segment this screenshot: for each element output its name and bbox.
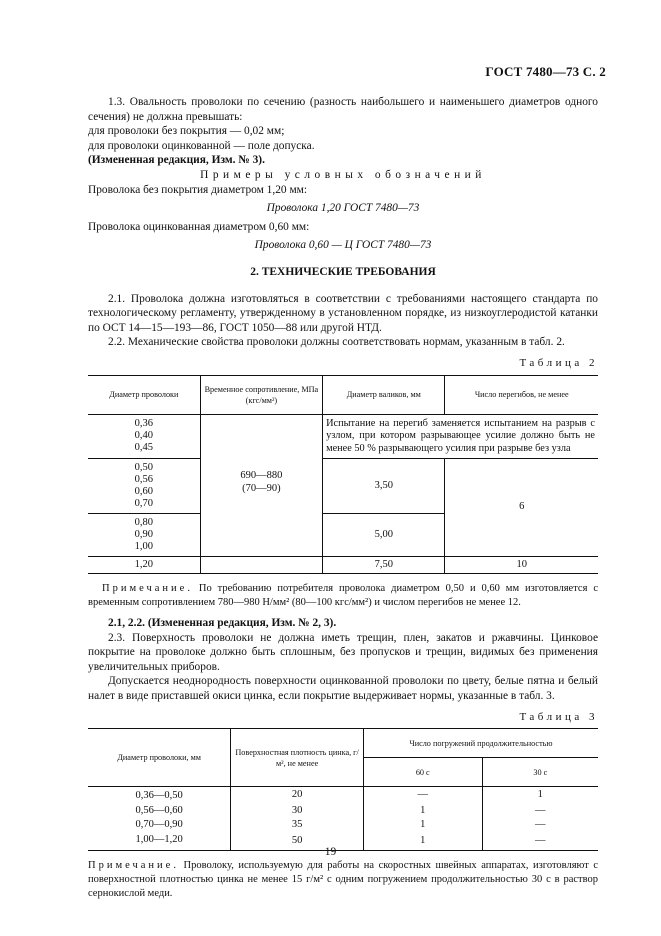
t2-last-strength <box>200 557 322 574</box>
t3-cell: — <box>535 819 546 831</box>
t2-header-roller: Диаметр валиков, мм <box>323 375 445 414</box>
t3-cell: 1,00—1,20 <box>88 833 231 850</box>
example-2-text: Проволока оцинкованная диаметром 0,60 мм: <box>88 220 310 233</box>
table-2-caption: Таблица 2 <box>519 356 598 369</box>
t2-cell: 0,80 <box>134 517 154 528</box>
edit-note-1-3: (Измененная редакция, Изм. № 3). <box>88 154 265 167</box>
t3-header-dips: Число погружений продолжительностью <box>363 729 598 758</box>
note-3-label: Примечание. <box>88 859 179 871</box>
edit-note-2: 2.1, 2.2. (Измененная редакция, Изм. № 2, 3). <box>108 617 337 629</box>
t2-last-roller: 7,50 <box>323 557 445 574</box>
paragraph-2-3-b: Допускается неоднородность поверхности оцинкованной проволоки по цвету, белые пятна и белый налет в виде приставшей окиси цинка, если покрытие выдерживает нормы, указанные в табл. 3. <box>88 675 598 702</box>
paragraph-1-3: 1.3. Овальность проволоки по сечению (разность наибольшего и наименьшего диаметров одного сечения) не должна превышать: <box>88 96 598 123</box>
table-row <box>88 804 598 819</box>
t3-cell: 1 <box>537 789 543 801</box>
t2-cell: (70—90) <box>242 482 281 494</box>
t2-group2-diameters <box>88 459 200 514</box>
note-2-text: По требованию потребителя проволока диаметром 0,50 и 0,60 мм изготовляется с временным сопротивлением 780—980 Н/мм² (80—100 кгс/мм²) и числом перегибов не менее 12. <box>88 583 599 608</box>
t3-cell: 0,70—0,90 <box>88 818 231 833</box>
t3-cell: 1 <box>363 818 482 833</box>
t2-cell: 0,40 <box>134 430 154 442</box>
t2-header-diameter: Диаметр проволоки <box>88 375 200 414</box>
t2-header-bends: Число перегибов, не менее <box>445 375 598 414</box>
t2-cell: 1,00 <box>134 541 154 552</box>
paragraph-2-1: 2.1. Проволока должна изготовляться в соответствии с требованиями настоящего стандарта по технологическому регламенту, утвержденному в установленном порядке, из низкоуглеродистой катанки по ОСТ 14—15—193—86, ГОСТ 1050—88 или другой НТД. <box>88 292 598 334</box>
t3-cell: 50 <box>231 833 364 850</box>
t2-header-strength: Временное сопротивление, МПа (кгс/мм²) <box>200 375 322 414</box>
t2-group23-bends: 6 <box>445 459 598 557</box>
t3-cell: 20 <box>231 787 364 804</box>
t3-cell: 0,36—0,50 <box>88 787 231 804</box>
document-body <box>88 95 598 907</box>
table-row <box>88 818 598 833</box>
t2-knot-test-note: Испытание на перегиб заменяется испытанием на разрыв с узлом, при котором разрывающее усилие должно быть не менее 50 % разрывающего усилия при разрыве без узла <box>323 414 598 459</box>
t2-last-bends: 10 <box>445 557 598 574</box>
t2-cell: 690—880 <box>240 469 283 481</box>
t3-cell: — <box>535 804 546 816</box>
t2-cell: 0,90 <box>134 529 154 540</box>
examples-title: Примеры условных обозначений <box>200 168 486 181</box>
paragraph-1-3-a: для проволоки без покрытия — 0,02 мм; <box>88 125 285 138</box>
page-number: 19 <box>324 846 337 858</box>
t3-header-diameter: Диаметр проволоки, мм <box>88 729 231 787</box>
t3-cell: — <box>363 787 482 804</box>
t2-strength-cell <box>200 414 322 557</box>
t2-last-diameter: 1,20 <box>88 557 200 574</box>
t3-cell: 35 <box>231 818 364 833</box>
t2-cell: 0,56 <box>134 474 154 485</box>
t2-cell: 0,70 <box>134 498 154 509</box>
t2-cell: 0,36 <box>134 418 154 430</box>
note-table-2 <box>88 582 598 610</box>
example-1-code: Проволока 1,20 ГОСТ 7480—73 <box>266 202 420 215</box>
note-2-label: Примечание. <box>102 583 193 594</box>
table-2 <box>88 375 598 575</box>
paragraph-1-3-b: для проволоки оцинкованной — поле допуска. <box>88 139 315 152</box>
example-1-text: Проволока без покрытия диаметром 1,20 мм: <box>88 183 308 196</box>
paragraph-2-3: 2.3. Поверхность проволоки не должна иметь трещин, плен, закатов и ржавчины. Цинковое покрытие на проволоке должно быть сплошным, без пропусков и трещин, видимых без применения увеличительных приборов. <box>88 631 598 673</box>
paragraph-2-2: 2.2. Механические свойства проволоки должны соответствовать нормам, указанным в табл. 2. <box>108 336 565 349</box>
t2-group1-diameters <box>88 414 200 459</box>
t3-cell: 1 <box>363 833 482 850</box>
page-header: ГОСТ 7480—73 С. 2 <box>485 64 606 79</box>
t3-cell: — <box>535 834 546 846</box>
note-table-3 <box>88 859 598 901</box>
t2-cell: 0,45 <box>134 442 154 454</box>
table-row <box>88 787 598 804</box>
t3-cell: 0,56—0,60 <box>88 804 231 819</box>
note-3-text: Проволоку, используемую для работы на скоростных швейных аппаратах, изготовляют с поверхностной плотностью цинка не менее 15 г/м² с одним погружением продолжительностью 30 с в раствор сернокислой меди. <box>88 859 598 899</box>
t3-cell: 30 <box>231 804 364 819</box>
t2-cell: 0,60 <box>134 486 154 497</box>
table-3-caption: Таблица 3 <box>519 710 598 723</box>
section-2-title: 2. ТЕХНИЧЕСКИЕ ТРЕБОВАНИЯ <box>250 265 436 278</box>
t3-header-30s: 30 с <box>482 758 598 787</box>
t2-group2-roller: 3,50 <box>323 459 445 514</box>
t2-group3-diameters <box>88 514 200 557</box>
t2-group3-roller: 5,00 <box>323 514 445 557</box>
example-2-code: Проволока 0,60 — Ц ГОСТ 7480—73 <box>254 239 432 252</box>
t3-header-60s: 60 с <box>363 758 482 787</box>
t3-cell: 1 <box>363 804 482 819</box>
t2-cell: 0,50 <box>134 462 154 473</box>
t3-header-density: Поверхностная плотность цинка, г/м², не менее <box>231 729 364 787</box>
table-3 <box>88 728 598 850</box>
